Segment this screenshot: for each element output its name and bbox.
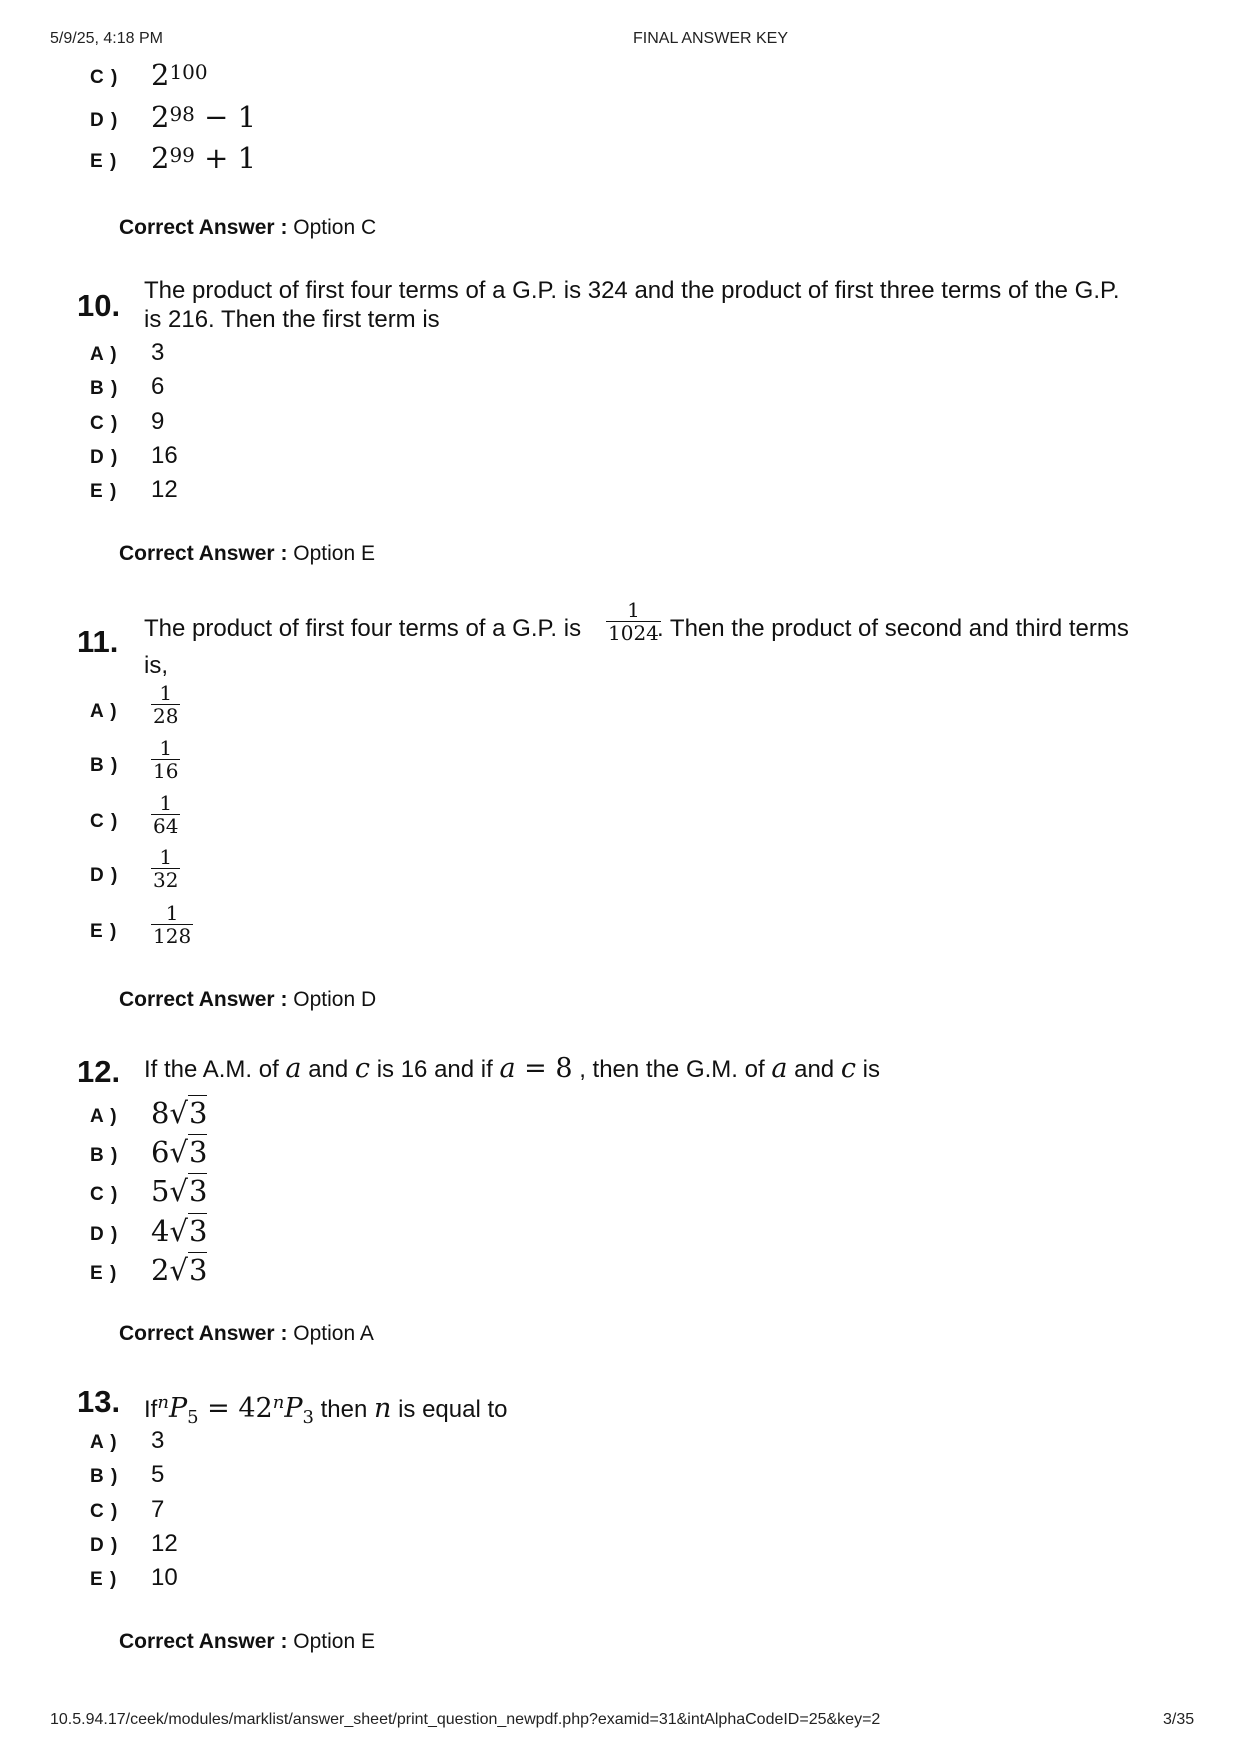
q11-option-e-label: E ) [90,921,118,942]
q12-text: If the A.M. of a and c is 16 and if a = 8 , then the G.M. of a and c is [144,1053,880,1084]
q13-option-d-value: 12 [151,1530,178,1557]
q11-option-c-label: C ) [90,811,119,832]
q11-option-a-value: 1 28 [153,681,179,728]
q12-option-a-value: 8√3 [151,1096,208,1130]
q9-correct-answer: Correct Answer : Option C [119,216,377,239]
q11-correct-answer: Correct Answer : Option D [119,988,377,1011]
q12-option-b-value: 6√3 [151,1135,208,1169]
q9-option-d-label: D ) [90,110,119,131]
footer-url: 10.5.94.17/ceek/modules/marklist/answer_sheet/print_question_newpdf.php?examid=31&intAlphaCodeID=25&key=2 [50,1711,881,1728]
q10-option-d-value: 16 [151,442,178,469]
q11-fraction-1-over-1024: 1 1024 [608,598,659,645]
q9-option-d-value: $2^{98} - 1$ [151,100,257,134]
q9-option-e-value: $2^{99} + 1$ [151,141,257,175]
q10-option-e-label: E ) [90,481,118,502]
q11-text-after: . Then the product of second and third terms [657,615,1129,642]
q10-text-line2: is 216. Then the first term is [144,306,440,333]
page-title: FINAL ANSWER KEY [633,30,788,47]
q12-option-a-label: A ) [90,1106,118,1127]
q13-option-b-label: B ) [90,1466,119,1487]
q10-option-a-label: A ) [90,344,118,365]
q10-number: 10. [77,288,121,323]
q9-option-e-label: E ) [90,151,118,172]
q12-option-b-label: B ) [90,1145,119,1166]
q13-option-a-value: 3 [151,1427,165,1454]
q11-option-e-value: 1 128 [153,901,192,948]
q12-option-d-value: 4√3 [151,1214,208,1248]
q12-number: 12. [77,1054,121,1089]
q10-option-b-label: B ) [90,378,119,399]
q12-option-e-value: 2√3 [151,1253,208,1287]
q9-option-c-label: C ) [90,67,119,88]
q11-option-b-value: 1 16 [153,736,179,783]
q11-option-b-label: B ) [90,755,119,776]
q13-option-a-label: A ) [90,1432,118,1453]
q12-correct-answer: Correct Answer : Option A [119,1322,374,1345]
q11-text-before: The product of first four terms of a G.P. is [144,615,582,642]
q10-option-c-label: C ) [90,413,119,434]
q13-correct-answer: Correct Answer : Option E [119,1630,375,1653]
page-number: 3/35 [1163,1711,1195,1728]
q10-option-b-value: 6 [151,373,165,400]
q13-option-b-value: 5 [151,1461,165,1488]
q11-option-a-label: A ) [90,701,118,722]
q13-text: $If^nP_5 = 42^nP_3$ then n is equal to [144,1392,508,1428]
q11-option-c-value: 1 64 [153,791,179,838]
q11-option-d-value: 1 32 [153,845,179,892]
q13-number: 13. [77,1384,121,1419]
q12-option-d-label: D ) [90,1224,119,1245]
q10-option-a-value: 3 [151,339,165,366]
q12-option-c-value: 5√3 [151,1174,208,1208]
q12-option-c-label: C ) [90,1184,119,1205]
q12-option-e-label: E ) [90,1263,118,1284]
q10-correct-answer: Correct Answer : Option E [119,542,375,565]
q11-text-line2: is, [144,652,168,679]
q11-option-d-label: D ) [90,865,119,886]
q13-option-e-value: 10 [151,1564,178,1591]
q10-text-line1: The product of first four terms of a G.P. is 324 and the product of first three terms of the G.P. [144,277,1120,304]
q13-option-d-label: D ) [90,1535,119,1556]
q10-option-c-value: 9 [151,408,165,435]
q10-option-e-value: 12 [151,476,178,503]
q9-option-c-value: $2^{100}$ [151,58,208,92]
q11-number: 11. [77,624,119,659]
q10-option-d-label: D ) [90,447,119,468]
q13-option-c-value: 7 [151,1496,165,1523]
q13-option-c-label: C ) [90,1501,119,1522]
print-datetime: 5/9/25, 4:18 PM [50,30,163,47]
q13-option-e-label: E ) [90,1569,118,1590]
